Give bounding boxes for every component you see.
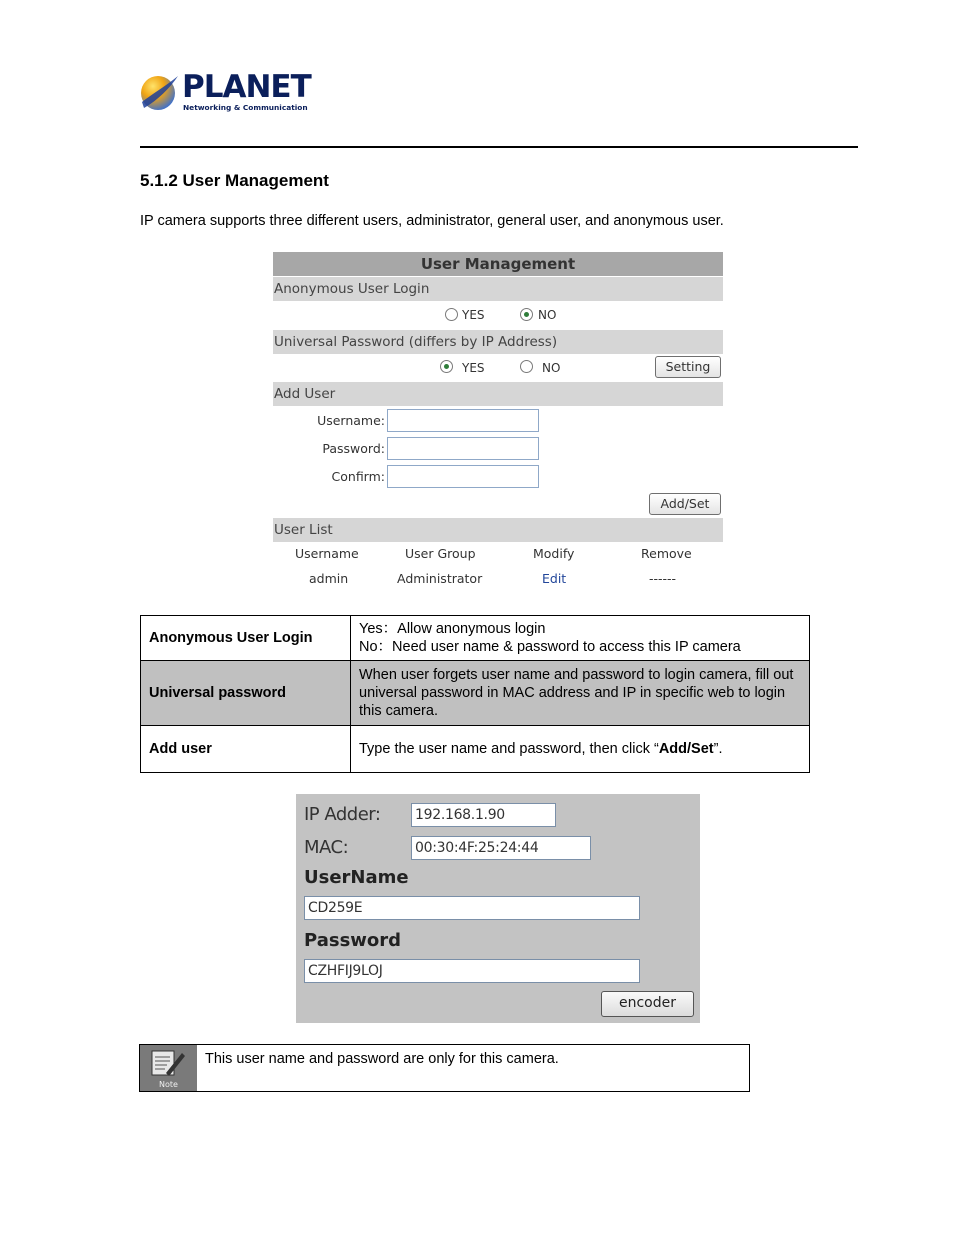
column-modify: Modify bbox=[533, 546, 575, 561]
section-title: 5.1.2 User Management bbox=[140, 171, 329, 190]
panel-title: User Management bbox=[273, 252, 723, 276]
column-username: Username bbox=[295, 546, 359, 561]
add-set-button[interactable]: Add/Set bbox=[649, 493, 721, 515]
add-user-value-prefix: Type the user name and password, then click “ bbox=[359, 741, 659, 757]
ip-input[interactable]: 192.168.1.90 bbox=[411, 803, 556, 827]
universal-no-label: NO bbox=[542, 361, 561, 375]
ip-label: IP Adder: bbox=[304, 804, 381, 825]
add-user-value-bold: Add/Set bbox=[658, 741, 714, 757]
password-label: Password: bbox=[322, 441, 385, 456]
add-user-key: Add user bbox=[141, 726, 351, 773]
user-list-heading: User List bbox=[273, 518, 723, 542]
row-remove: ------ bbox=[649, 571, 677, 586]
note-pencil-icon bbox=[140, 1045, 197, 1091]
table-row bbox=[141, 661, 810, 726]
note-icon-label: Note bbox=[159, 1080, 178, 1089]
intro-text: IP camera supports three different users, administrator, general user, and anonymous user. bbox=[140, 213, 724, 229]
confirm-label: Confirm: bbox=[331, 469, 385, 484]
encoder-panel bbox=[296, 794, 700, 1023]
anonymous-login-heading: Anonymous User Login bbox=[273, 277, 723, 301]
note-text: This user name and password are only for this camera. bbox=[205, 1051, 559, 1067]
row-username: admin bbox=[309, 571, 349, 586]
anonymous-value-line2: No：Need user name & password to access this IP camera bbox=[359, 639, 741, 655]
universal-no-radio[interactable] bbox=[520, 360, 533, 373]
password-input[interactable] bbox=[387, 437, 539, 460]
universal-yes-label: YES bbox=[462, 361, 485, 375]
anonymous-value bbox=[351, 616, 810, 661]
column-user-group: User Group bbox=[405, 546, 476, 561]
planet-logo bbox=[138, 69, 311, 116]
planet-globe-icon bbox=[138, 72, 180, 116]
table-row bbox=[141, 726, 810, 773]
table-row bbox=[141, 616, 810, 661]
anonymous-no-radio[interactable] bbox=[520, 308, 533, 321]
universal-yes-radio[interactable] bbox=[440, 360, 453, 373]
anonymous-yes-radio[interactable] bbox=[445, 308, 458, 321]
universal-key: Universal password bbox=[141, 661, 351, 726]
username-input[interactable] bbox=[387, 409, 539, 432]
description-table bbox=[140, 615, 810, 773]
header-divider bbox=[140, 146, 858, 148]
brand-name: PLANET bbox=[182, 69, 311, 105]
anonymous-key: Anonymous User Login bbox=[141, 616, 351, 661]
add-user-value-suffix: ”. bbox=[713, 741, 723, 757]
add-user-value bbox=[351, 726, 810, 773]
mac-label: MAC: bbox=[304, 837, 349, 858]
brand-tagline: Networking & Communication bbox=[183, 103, 308, 112]
universal-password-heading: Universal Password (differs by IP Address) bbox=[273, 330, 723, 354]
edit-link[interactable]: Edit bbox=[542, 571, 567, 586]
encoder-password-input[interactable]: CZHFIJ9LOJ bbox=[304, 959, 640, 983]
column-remove: Remove bbox=[641, 546, 692, 561]
username-label: Username: bbox=[317, 413, 385, 428]
add-user-heading: Add User bbox=[273, 382, 723, 406]
anonymous-yes-label: YES bbox=[462, 308, 485, 322]
anonymous-value-line1: Yes：Allow anonymous login bbox=[359, 621, 546, 637]
confirm-input[interactable] bbox=[387, 465, 539, 488]
username-heading: UserName bbox=[304, 867, 409, 888]
user-management-panel bbox=[273, 252, 723, 592]
encoder-username-input[interactable]: CD259E bbox=[304, 896, 640, 920]
anonymous-no-label: NO bbox=[538, 308, 557, 322]
universal-value: When user forgets user name and password to login camera, fill out universal password in MAC address and IP in specific web to login this camera. bbox=[351, 661, 810, 726]
row-user-group: Administrator bbox=[397, 571, 483, 586]
mac-input[interactable]: 00:30:4F:25:24:44 bbox=[411, 836, 591, 860]
note-icon bbox=[140, 1045, 197, 1091]
setting-button[interactable]: Setting bbox=[655, 356, 721, 378]
encoder-button[interactable]: encoder bbox=[601, 991, 694, 1017]
note-box bbox=[139, 1044, 750, 1092]
password-heading: Password bbox=[304, 930, 402, 951]
